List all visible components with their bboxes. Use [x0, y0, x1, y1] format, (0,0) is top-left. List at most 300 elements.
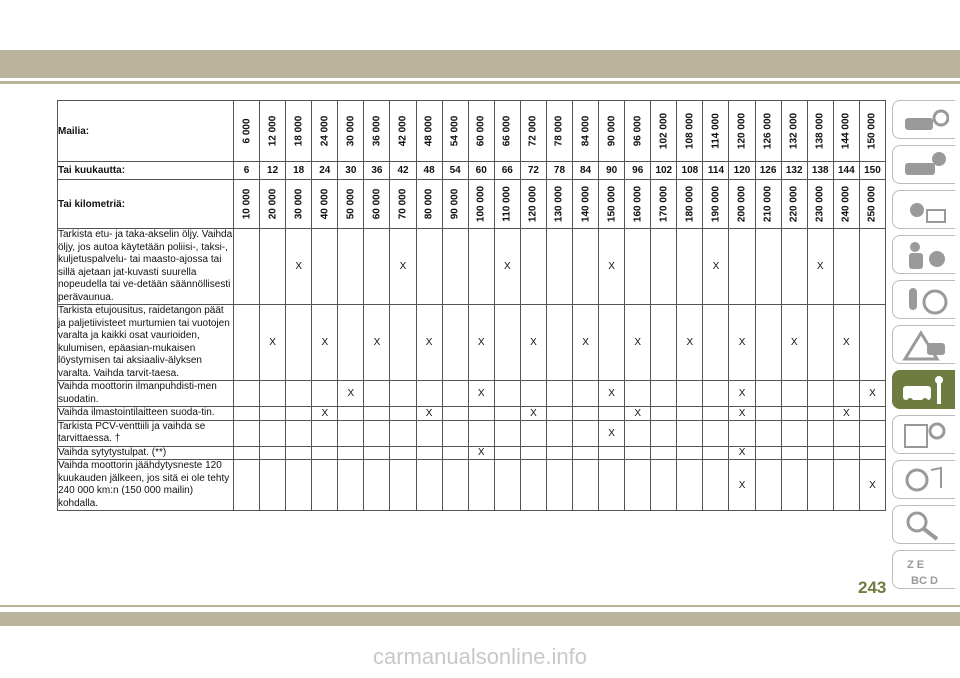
service-mark: [833, 381, 859, 407]
service-mark: [234, 420, 260, 446]
service-mark: [677, 446, 703, 460]
miles-cell: [338, 101, 364, 162]
miles-cell: [859, 101, 885, 162]
km-value: 30 000: [293, 188, 305, 220]
miles-value: 150 000: [866, 112, 878, 150]
sidebar-tab[interactable]: [892, 415, 955, 454]
service-mark: [234, 460, 260, 511]
months-value: 24: [312, 162, 338, 180]
service-mark: [442, 305, 468, 381]
miles-cell: [781, 101, 807, 162]
service-mark: [416, 420, 442, 446]
service-mark: [234, 229, 260, 305]
km-value: 140 000: [580, 185, 592, 223]
months-value: 54: [442, 162, 468, 180]
service-mark: [546, 407, 572, 421]
miles-value: 102 000: [658, 112, 670, 150]
miles-cell: [468, 101, 494, 162]
service-mark: [651, 446, 677, 460]
service-mark: [807, 381, 833, 407]
service-description: Tarkista PCV-venttiili ja vaihda se tarvittaessa. †: [58, 420, 234, 446]
sidebar-tab[interactable]: [892, 100, 955, 139]
service-mark: [338, 446, 364, 460]
sidebar-tab[interactable]: [892, 550, 955, 589]
service-mark: [703, 407, 729, 421]
service-mark: X: [416, 305, 442, 381]
service-mark: [599, 446, 625, 460]
service-mark: [520, 460, 546, 511]
km-cell: [729, 180, 755, 229]
km-cell: [234, 180, 260, 229]
service-description: Vaihda moottorin ilmanpuhdisti-men suodatin.: [58, 381, 234, 407]
service-row: [58, 446, 886, 460]
service-mark: X: [781, 305, 807, 381]
maintenance-schedule-table: [57, 100, 886, 511]
index-letters-icon: [901, 554, 949, 586]
sidebar-tab[interactable]: [892, 190, 955, 229]
km-cell: [755, 180, 781, 229]
months-value: 66: [494, 162, 520, 180]
miles-value: 36 000: [371, 115, 383, 147]
service-mark: [390, 446, 416, 460]
km-cell: [442, 180, 468, 229]
service-mark: [442, 381, 468, 407]
miles-cell: [234, 101, 260, 162]
specs-gear-icon: [901, 419, 949, 451]
sidebar-tab[interactable]: [892, 145, 955, 184]
service-mark: [755, 420, 781, 446]
service-mark: [416, 229, 442, 305]
service-mark: X: [599, 229, 625, 305]
sidebar-tab[interactable]: [892, 280, 955, 319]
miles-label: Mailia:: [58, 101, 234, 162]
service-mark: [442, 446, 468, 460]
service-mark: X: [703, 229, 729, 305]
service-mark: [416, 381, 442, 407]
months-value: 36: [364, 162, 390, 180]
miles-cell: [442, 101, 468, 162]
warning-lights-icon: [901, 194, 949, 226]
months-value: 48: [416, 162, 442, 180]
km-cell: [364, 180, 390, 229]
service-mark: [729, 420, 755, 446]
sidebar-tab[interactable]: [892, 460, 955, 499]
service-mark: [599, 305, 625, 381]
service-mark: X: [468, 381, 494, 407]
service-mark: [651, 305, 677, 381]
service-mark: [833, 420, 859, 446]
service-mark: [338, 229, 364, 305]
sidebar-tab[interactable]: [892, 235, 955, 274]
months-value: 18: [286, 162, 312, 180]
service-mark: [677, 460, 703, 511]
miles-cell: [390, 101, 416, 162]
service-description: Vaihda moottorin jäähdytysneste 120 kuukauden jälkeen, jos sitä ei ole tehty 240 000 km:n (150 000 mailin) kohdalla.: [58, 460, 234, 511]
service-mark: X: [807, 229, 833, 305]
miles-value: 78 000: [553, 115, 565, 147]
service-description: Tarkista etu- ja taka-akselin öljy. Vaihda öljy, jos autoa käytetään poliisi-, taksi-, kuljetuspalvelu- tai maasto-ajossa tai sillä ajetaan jat-kuvasti suurella nopeudella tai ve-detään säännöllisesti perävaunua.: [58, 229, 233, 303]
service-mark: X: [520, 407, 546, 421]
miles-cell: [520, 101, 546, 162]
service-mark: X: [859, 460, 885, 511]
service-mark: [260, 407, 286, 421]
service-mark: [651, 420, 677, 446]
service-mark: [859, 407, 885, 421]
search-icon: [901, 509, 949, 541]
top-band: [0, 50, 960, 78]
service-mark: [546, 381, 572, 407]
service-mark: X: [468, 446, 494, 460]
service-mark: [703, 420, 729, 446]
months-value: 126: [755, 162, 781, 180]
service-mark: [390, 407, 416, 421]
service-mark: [729, 229, 755, 305]
service-mark: [546, 305, 572, 381]
km-value: 120 000: [527, 185, 539, 223]
months-value: 96: [625, 162, 651, 180]
months-label: Tai kuukautta:: [58, 162, 234, 180]
km-cell: [260, 180, 286, 229]
km-cell: [338, 180, 364, 229]
media-icon: [901, 464, 949, 496]
service-mark: [494, 407, 520, 421]
miles-cell: [312, 101, 338, 162]
service-mark: [625, 460, 651, 511]
miles-cell: [833, 101, 859, 162]
service-mark: [390, 460, 416, 511]
service-mark: [755, 407, 781, 421]
miles-cell: [625, 101, 651, 162]
km-value: 80 000: [423, 188, 435, 220]
service-mark: [755, 381, 781, 407]
km-cell: [859, 180, 885, 229]
miles-value: 114 000: [710, 113, 722, 149]
service-mark: [260, 381, 286, 407]
service-mark: X: [729, 446, 755, 460]
bottom-band: [0, 612, 960, 626]
service-mark: [703, 460, 729, 511]
miles-cell: [364, 101, 390, 162]
service-mark: [260, 446, 286, 460]
km-value: 20 000: [267, 188, 279, 220]
miles-cell: [703, 101, 729, 162]
service-mark: [833, 446, 859, 460]
service-mark: [364, 420, 390, 446]
service-mark: X: [729, 407, 755, 421]
service-mark: [390, 305, 416, 381]
service-mark: [364, 229, 390, 305]
miles-value: 42 000: [397, 115, 409, 147]
km-value: 10 000: [241, 188, 253, 220]
service-mark: X: [859, 381, 885, 407]
service-description: Vaihda ilmastointilaitteen suoda-tin.: [58, 407, 234, 421]
service-mark: [312, 460, 338, 511]
km-value: 230 000: [814, 185, 826, 223]
service-mark: [859, 446, 885, 460]
service-mark: [807, 420, 833, 446]
km-cell: [807, 180, 833, 229]
km-value: 150 000: [606, 185, 618, 223]
sidebar-tab[interactable]: [892, 505, 955, 544]
km-cell: [546, 180, 572, 229]
service-mark: [312, 446, 338, 460]
miles-value: 30 000: [345, 115, 357, 147]
service-mark: X: [677, 305, 703, 381]
service-mark: X: [625, 407, 651, 421]
service-mark: [703, 381, 729, 407]
months-value: 132: [781, 162, 807, 180]
chapter-sidebar: [892, 100, 960, 595]
service-mark: X: [312, 305, 338, 381]
service-mark: X: [364, 305, 390, 381]
km-value: 160 000: [632, 185, 644, 223]
service-mark: [364, 446, 390, 460]
service-mark: [807, 305, 833, 381]
watermark: carmanualsonline.info: [372, 644, 588, 669]
service-mark: X: [599, 381, 625, 407]
service-mark: [364, 460, 390, 511]
service-mark: [677, 420, 703, 446]
service-mark: [859, 305, 885, 381]
miles-value: 138 000: [814, 112, 826, 150]
service-mark: [781, 381, 807, 407]
miles-value: 66 000: [501, 115, 513, 147]
svg-text:BC D: BC D: [911, 575, 938, 586]
service-mark: [260, 229, 286, 305]
service-mark: [338, 420, 364, 446]
months-value: 108: [677, 162, 703, 180]
miles-value: 48 000: [423, 115, 435, 147]
km-row: [58, 180, 886, 229]
miles-value: 96 000: [632, 115, 644, 147]
km-cell: [703, 180, 729, 229]
service-mark: [312, 229, 338, 305]
service-mark: [234, 446, 260, 460]
service-mark: [833, 229, 859, 305]
service-mark: X: [833, 305, 859, 381]
service-mark: [781, 229, 807, 305]
service-mark: X: [468, 305, 494, 381]
miles-value: 90 000: [606, 115, 618, 147]
months-value: 138: [807, 162, 833, 180]
service-row: [58, 460, 886, 511]
km-value: 70 000: [397, 188, 409, 220]
km-cell: [833, 180, 859, 229]
service-mark: [781, 420, 807, 446]
service-mark: [755, 446, 781, 460]
miles-cell: [494, 101, 520, 162]
service-mark: [859, 420, 885, 446]
car-search-icon: [901, 104, 949, 136]
km-value: 180 000: [684, 185, 696, 223]
service-mark: [573, 460, 599, 511]
miles-value: 120 000: [736, 112, 748, 150]
sidebar-tab[interactable]: [892, 325, 955, 364]
service-mark: [286, 420, 312, 446]
service-mark: [494, 381, 520, 407]
service-row: [58, 381, 886, 407]
km-cell: [312, 180, 338, 229]
months-value: 42: [390, 162, 416, 180]
service-mark: [703, 305, 729, 381]
service-mark: [390, 381, 416, 407]
km-label: Tai kilometriä:: [58, 180, 234, 229]
km-value: 190 000: [710, 185, 722, 223]
service-mark: [520, 420, 546, 446]
km-cell: [677, 180, 703, 229]
months-value: 120: [729, 162, 755, 180]
service-mark: [286, 381, 312, 407]
miles-value: 132 000: [788, 112, 800, 150]
service-mark: [468, 460, 494, 511]
months-value: 30: [338, 162, 364, 180]
km-cell: [468, 180, 494, 229]
service-mark: [546, 229, 572, 305]
miles-cell: [807, 101, 833, 162]
miles-value: 108 000: [684, 112, 696, 150]
service-mark: [468, 229, 494, 305]
service-mark: [651, 407, 677, 421]
km-value: 40 000: [319, 188, 331, 220]
service-mark: [546, 460, 572, 511]
months-value: 144: [833, 162, 859, 180]
miles-cell: [286, 101, 312, 162]
service-mark: X: [599, 420, 625, 446]
service-mark: X: [390, 229, 416, 305]
service-mark: [573, 446, 599, 460]
months-value: 12: [260, 162, 286, 180]
km-value: 130 000: [553, 185, 565, 223]
service-mark: X: [833, 407, 859, 421]
service-mark: X: [286, 229, 312, 305]
miles-value: 84 000: [580, 115, 592, 147]
service-mark: [338, 460, 364, 511]
service-mark: [546, 420, 572, 446]
service-mark: [599, 407, 625, 421]
km-cell: [651, 180, 677, 229]
service-mark: [807, 407, 833, 421]
service-mark: [807, 446, 833, 460]
miles-row: [58, 101, 886, 162]
service-mark: [677, 381, 703, 407]
months-value: 90: [599, 162, 625, 180]
km-cell: [625, 180, 651, 229]
km-value: 100 000: [475, 185, 487, 223]
service-row: [58, 229, 886, 305]
service-mark: [573, 420, 599, 446]
key-steering-icon: [901, 284, 949, 316]
service-description: Tarkista etujousitus, raidetangon päät ja paljetiivisteet murtumien tai vuotojen varalta ja kaikki osat vaurioiden, kulumisen, epäasian-mukaisen löystymisen tai aksiaaliv-älyksen varalta. Vaihda tarvit-taesa.: [58, 305, 234, 381]
car-wrench-icon: [901, 374, 949, 406]
km-value: 50 000: [345, 188, 357, 220]
km-value: 220 000: [788, 185, 800, 223]
miles-value: 24 000: [319, 115, 331, 147]
km-cell: [390, 180, 416, 229]
miles-cell: [729, 101, 755, 162]
service-mark: [338, 407, 364, 421]
service-mark: [442, 420, 468, 446]
service-mark: [573, 381, 599, 407]
service-mark: X: [625, 305, 651, 381]
service-mark: [807, 460, 833, 511]
service-mark: [390, 420, 416, 446]
service-mark: [234, 305, 260, 381]
sidebar-tab[interactable]: [892, 370, 955, 409]
km-cell: [573, 180, 599, 229]
service-mark: [494, 446, 520, 460]
miles-cell: [546, 101, 572, 162]
km-cell: [286, 180, 312, 229]
months-value: 114: [703, 162, 729, 180]
service-mark: [859, 229, 885, 305]
service-mark: [625, 420, 651, 446]
service-mark: [833, 460, 859, 511]
miles-value: 144 000: [840, 112, 852, 150]
seat-airbag-icon: [901, 239, 949, 271]
months-value: 84: [573, 162, 599, 180]
miles-value: 126 000: [762, 112, 774, 150]
miles-cell: [573, 101, 599, 162]
service-mark: X: [729, 381, 755, 407]
svg-text:Z E: Z E: [907, 559, 925, 571]
service-mark: X: [520, 305, 546, 381]
months-value: 72: [520, 162, 546, 180]
service-mark: [494, 460, 520, 511]
service-mark: [781, 460, 807, 511]
service-mark: [234, 407, 260, 421]
miles-value: 72 000: [527, 115, 539, 147]
service-mark: [442, 407, 468, 421]
months-value: 78: [546, 162, 572, 180]
service-mark: [703, 446, 729, 460]
km-value: 210 000: [762, 185, 774, 223]
service-mark: X: [260, 305, 286, 381]
service-row: [58, 407, 886, 421]
km-value: 200 000: [736, 185, 748, 223]
miles-cell: [677, 101, 703, 162]
miles-cell: [599, 101, 625, 162]
service-row: [58, 420, 886, 446]
miles-value: 6 000: [241, 118, 253, 144]
service-mark: [573, 229, 599, 305]
service-mark: [442, 460, 468, 511]
service-mark: [625, 229, 651, 305]
service-mark: [755, 229, 781, 305]
miles-cell: [260, 101, 286, 162]
service-mark: [755, 460, 781, 511]
service-mark: [442, 229, 468, 305]
service-mark: [364, 381, 390, 407]
service-mark: [364, 407, 390, 421]
service-mark: [677, 229, 703, 305]
miles-cell: [755, 101, 781, 162]
km-cell: [494, 180, 520, 229]
km-cell: [599, 180, 625, 229]
miles-value: 60 000: [475, 115, 487, 147]
service-mark: [286, 305, 312, 381]
top-band-line: [0, 81, 960, 84]
months-row: [58, 162, 886, 180]
km-value: 60 000: [371, 188, 383, 220]
miles-value: 54 000: [449, 115, 461, 147]
km-value: 170 000: [658, 185, 670, 223]
service-mark: X: [573, 305, 599, 381]
months-value: 60: [468, 162, 494, 180]
service-mark: [260, 460, 286, 511]
service-mark: [312, 420, 338, 446]
service-mark: X: [416, 407, 442, 421]
service-mark: [468, 407, 494, 421]
